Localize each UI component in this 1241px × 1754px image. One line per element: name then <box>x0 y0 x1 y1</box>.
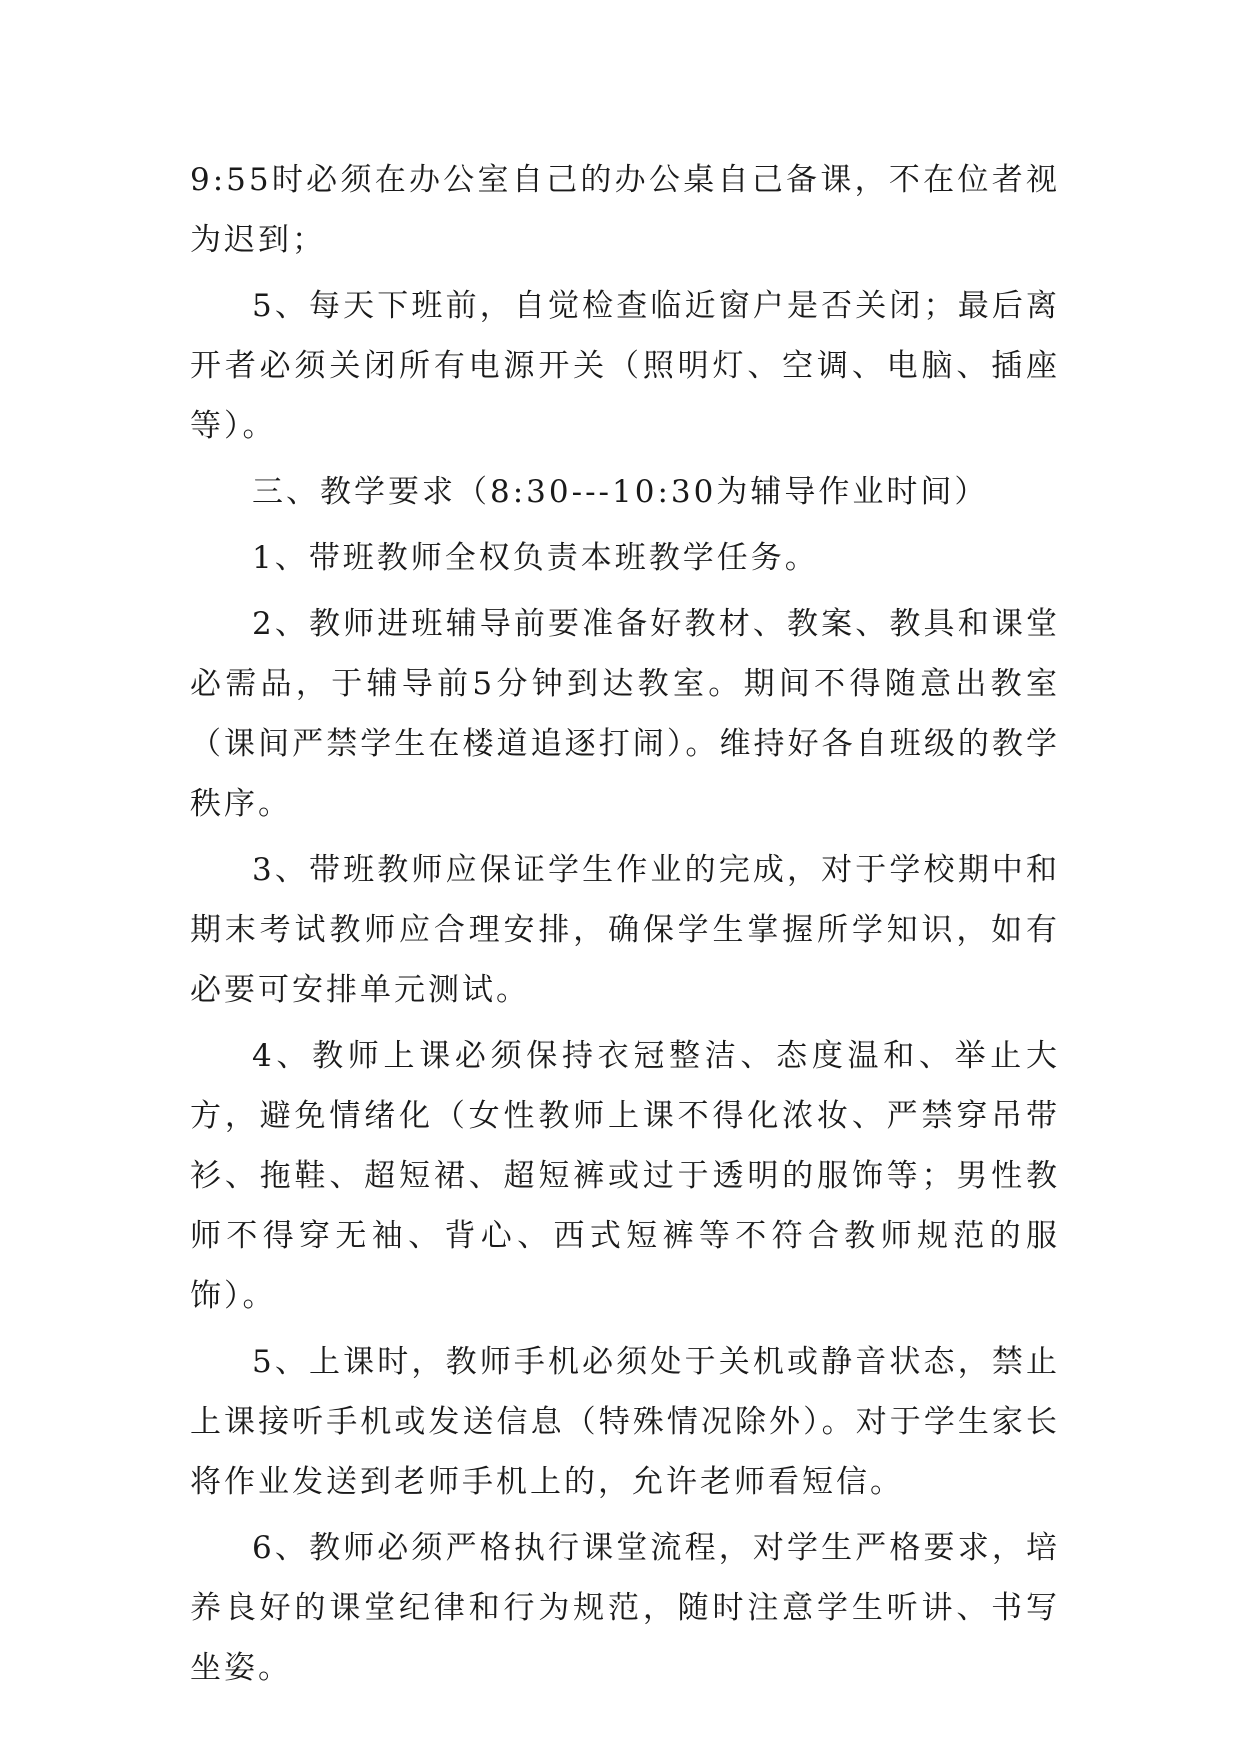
paragraph-item-1: 1、带班教师全权负责本班教学任务。 <box>252 540 819 576</box>
paragraph-continuation: 9:55时必须在办公室自己的办公桌自己备课，不在位者视为迟到； <box>190 162 1060 258</box>
paragraph-item-5: 5、上课时，教师手机必须处于关机或静音状态，禁止上课接听手机或发送信息（特殊情况除外）。对于学生家长将作业发送到老师手机上的，允许老师看短信。 <box>190 1344 1060 1500</box>
paragraph-item-6: 6、教师必须严格执行课堂流程，对学生严格要求，培养良好的课堂纪律和行为规范，随时注意学生听讲、书写坐姿。 <box>190 1530 1060 1686</box>
paragraph-item-5-power-off: 5、每天下班前，自觉检查临近窗户是否关闭；最后离开者必须关闭所有电源开关（照明灯、空调、电脑、插座等）。 <box>190 288 1060 444</box>
paragraph-item-4: 4、教师上课必须保持衣冠整洁、态度温和、举止大方，避免情绪化（女性教师上课不得化浓妆、严禁穿吊带衫、拖鞋、超短裙、超短裤或过于透明的服饰等；男性教师不得穿无袖、背心、西式短裤等不符合教师规范的服饰）。 <box>190 1038 1060 1314</box>
paragraph-item-2: 2、教师进班辅导前要准备好教材、教案、教具和课堂必需品，于辅导前5分钟到达教室。期间不得随意出教室（课间严禁学生在楼道追逐打闹）。维持好各自班级的教学秩序。 <box>190 606 1060 822</box>
section-heading-teaching-requirements: 三、教学要求（8:30---10:30为辅导作业时间） <box>252 474 989 510</box>
paragraph-item-3: 3、带班教师应保证学生作业的完成，对于学校期中和期末考试教师应合理安排，确保学生掌握所学知识，如有必要可安排单元测试。 <box>190 852 1060 1008</box>
document-body <box>190 150 1060 1704</box>
